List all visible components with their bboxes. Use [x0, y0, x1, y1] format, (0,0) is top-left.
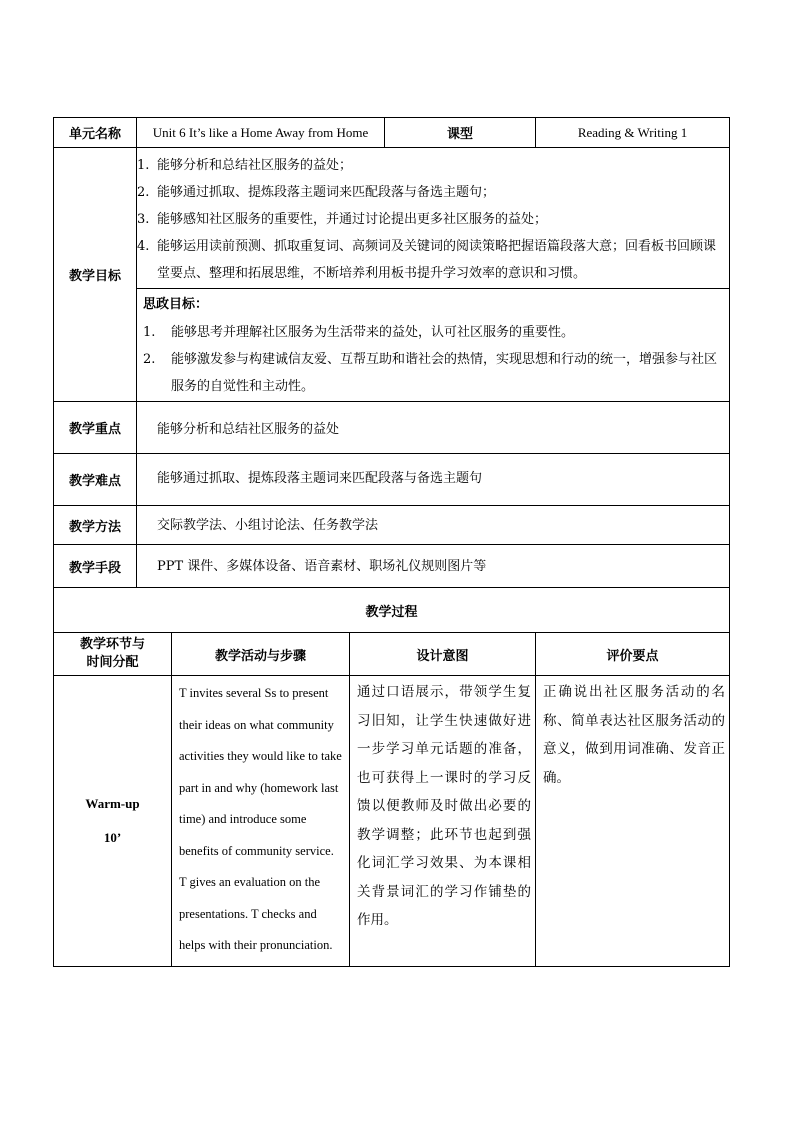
activity-cell: T invites several Ss to present their ideas on what community activities they would like to take part in and why (homework last time) and introduce some benefits of community service. T gives an evaluation on the presentations. T checks and helps with their pronunciation.: [172, 676, 350, 967]
objectives-list-cell: [137, 148, 730, 289]
process-title: 教学过程: [54, 588, 730, 633]
process-header-row: [54, 633, 730, 676]
sz-objectives-title: 思政目标：: [143, 297, 209, 312]
means-value: PPT 课件、多媒体设备、语音素材、职场礼仪规则图片等: [137, 545, 730, 588]
difficulty-row: [54, 454, 730, 506]
stage-name: Warm-up: [85, 795, 140, 811]
sz-objectives-list: [137, 319, 729, 400]
evaluation-cell: 正确说出社区服务活动的名称、简单表达社区服务活动的意义，做到用词准确、发音正确。: [536, 676, 730, 967]
objective-item: 4. 能够运用读前预测、抓取重复词、高频词及关键词的阅读策略把握语篇段落大意；回看板书回顾课堂要点、整理和拓展思维，不断培养利用板书提升学习效率的意识和习惯。: [137, 239, 717, 281]
unit-row: [54, 118, 730, 148]
difficulty-value: 能够通过抓取、提炼段落主题词来匹配段落与备选主题句: [137, 454, 730, 506]
intent-cell: 通过口语展示，带领学生复习旧知，让学生快速做好进一步学习单元话题的准备，也可获得上一课时的学习反馈以便教师及时做出必要的教学调整；此环节也起到强化词汇学习效果、为本课相关背景词汇的学习作铺垫的作用。: [350, 676, 536, 967]
sz-objectives-cell: [137, 289, 730, 402]
stage-time: 10’: [103, 829, 122, 845]
evaluation-header: 评价要点: [536, 633, 730, 676]
sz-objectives-row: [54, 289, 730, 402]
activity-header: 教学活动与步骤: [172, 633, 350, 676]
lesson-type-label: 课型: [385, 118, 536, 148]
process-title-row: [54, 588, 730, 633]
difficulty-label: 教学难点: [54, 454, 137, 506]
means-row: [54, 545, 730, 588]
objective-item: 1. 能够分析和总结社区服务的益处；: [137, 158, 353, 173]
stage-cell: [54, 676, 172, 967]
objective-item: 2. 能够通过抓取、提炼段落主题词来匹配段落与备选主题句；: [137, 185, 496, 200]
stage-header: 教学环节与 时间分配: [54, 633, 172, 676]
process-row: [54, 676, 730, 967]
objectives-label: 教学目标: [54, 148, 137, 402]
method-label: 教学方法: [54, 506, 137, 545]
objective-item: 3. 能够感知社区服务的重要性，并通过讨论提出更多社区服务的益处；: [137, 212, 548, 227]
means-label: 教学手段: [54, 545, 137, 588]
method-value: 交际教学法、小组讨论法、任务教学法: [137, 506, 730, 545]
key-point-value: 能够分析和总结社区服务的益处: [137, 402, 730, 454]
lesson-type-value: Reading & Writing 1: [536, 118, 730, 148]
key-point-row: [54, 402, 730, 454]
lesson-plan-table: [53, 117, 730, 967]
sz-objective-item: 2. 能够激发参与构建诚信友爱、互帮互助和谐社会的热情，实现思想和行动的统一，增强参与社区服务的自觉性和主动性。: [143, 352, 718, 394]
objectives-row: [54, 148, 730, 289]
sz-objective-item: 1. 能够思考并理解社区服务为生活带来的益处，认可社区服务的重要性。: [143, 325, 575, 340]
unit-name-label: 单元名称: [54, 118, 137, 148]
objectives-list: [137, 152, 729, 287]
intent-header: 设计意图: [350, 633, 536, 676]
key-point-label: 教学重点: [54, 402, 137, 454]
method-row: [54, 506, 730, 545]
unit-name-value: Unit 6 It’s like a Home Away from Home: [137, 118, 385, 148]
